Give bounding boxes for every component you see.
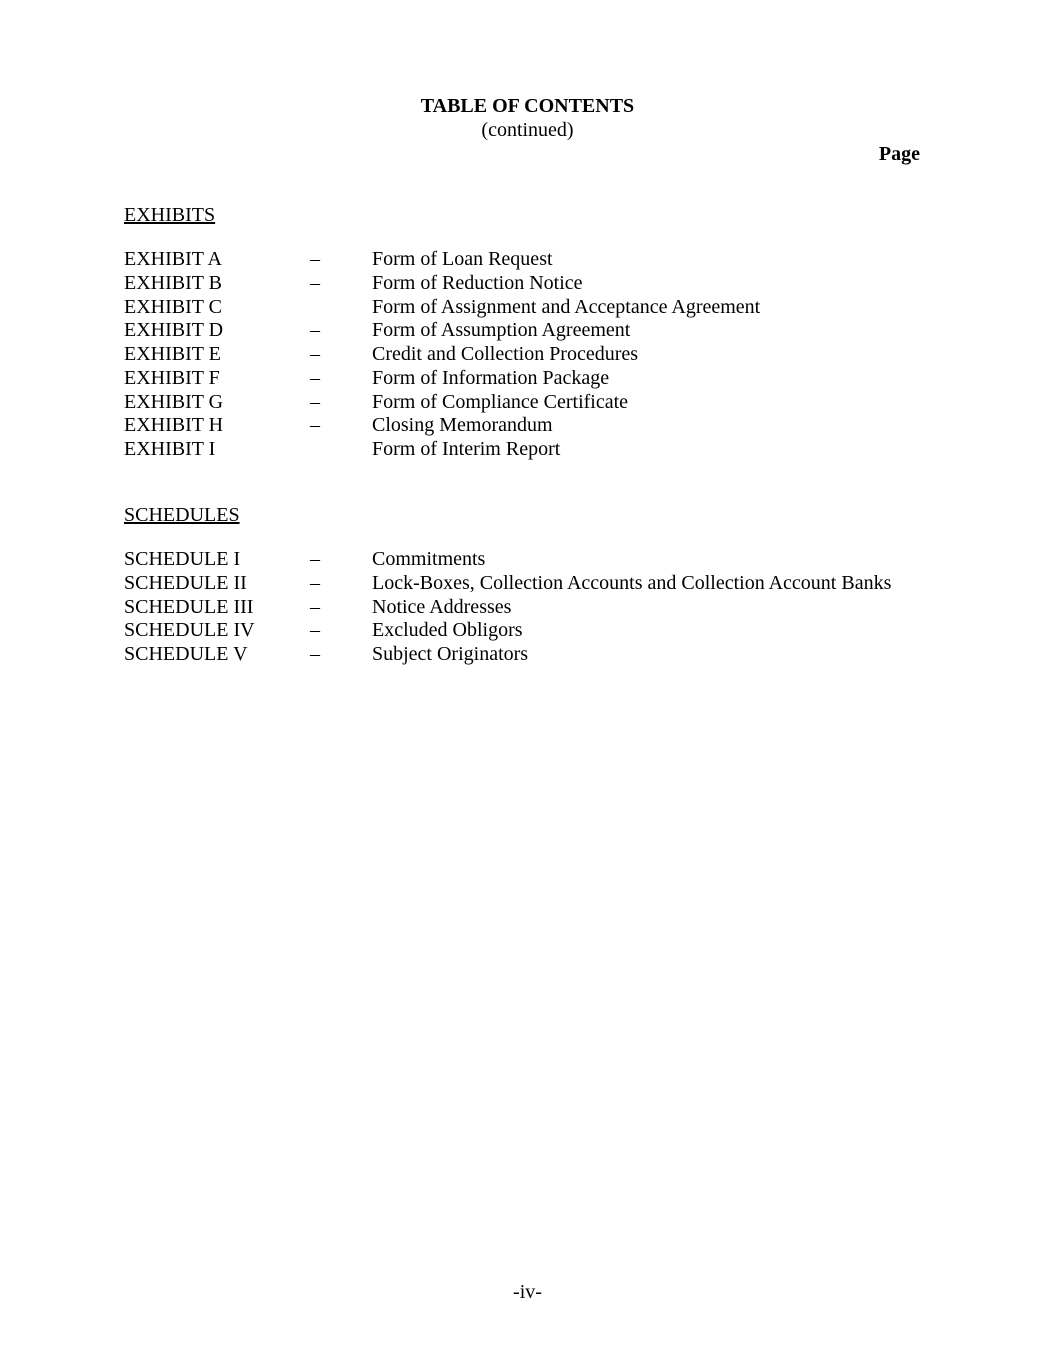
exhibit-label: EXHIBIT A	[124, 248, 222, 270]
schedule-label: SCHEDULE III	[124, 595, 254, 618]
toc-subtitle: (continued)	[481, 119, 574, 141]
exhibit-description: Form of Interim Report	[372, 438, 561, 460]
entry-dash: –	[310, 643, 320, 665]
exhibit-label: EXHIBIT D	[124, 319, 224, 342]
schedule-label: SCHEDULE V	[124, 643, 248, 665]
exhibit-description: Closing Memorandum	[372, 414, 553, 437]
exhibit-description: Credit and Collection Procedures	[372, 343, 639, 365]
schedule-label: SCHEDULE I	[124, 548, 241, 570]
schedule-description: Notice Addresses	[372, 595, 512, 618]
toc-title: TABLE OF CONTENTS	[420, 95, 635, 117]
exhibits-heading: EXHIBITS	[124, 204, 216, 226]
exhibit-label: EXHIBIT F	[124, 366, 220, 389]
schedule-description: Subject Originators	[372, 643, 529, 665]
schedules-heading: SCHEDULES	[124, 504, 240, 526]
schedule-label: SCHEDULE II	[124, 571, 247, 594]
entry-dash: –	[310, 271, 320, 294]
exhibit-label: EXHIBIT H	[124, 414, 224, 437]
schedule-description: Excluded Obligors	[372, 619, 523, 642]
page-column-label: Page	[878, 143, 920, 165]
entry-dash: –	[310, 366, 320, 389]
exhibit-description: Form of Reduction Notice	[372, 271, 583, 294]
exhibit-description: Form of Assumption Agreement	[372, 319, 631, 342]
entry-dash: –	[310, 619, 320, 642]
entry-dash: –	[310, 571, 320, 594]
exhibit-label: EXHIBIT E	[124, 343, 221, 365]
schedule-description: Commitments	[372, 548, 486, 570]
entry-dash: –	[310, 548, 320, 570]
entry-dash: –	[310, 390, 320, 413]
schedule-description: Lock-Boxes, Collection Accounts and Collection Account Banks	[372, 571, 892, 594]
exhibit-label: EXHIBIT I	[124, 438, 216, 460]
exhibit-label: EXHIBIT B	[124, 271, 222, 294]
page-number: -iv-	[513, 1281, 542, 1303]
entry-dash: –	[310, 414, 320, 437]
schedule-label: SCHEDULE IV	[124, 619, 255, 642]
exhibit-description: Form of Information Package	[372, 366, 610, 389]
entry-dash: –	[310, 595, 320, 618]
entry-dash: –	[310, 343, 320, 365]
entry-dash: –	[310, 319, 320, 342]
exhibit-label: EXHIBIT G	[124, 390, 224, 413]
exhibit-description: Form of Loan Request	[372, 248, 553, 270]
entry-dash: –	[310, 248, 320, 270]
exhibit-label: EXHIBIT C	[124, 295, 222, 318]
exhibit-description: Form of Assignment and Acceptance Agreement	[372, 295, 761, 318]
exhibit-description: Form of Compliance Certificate	[372, 390, 629, 413]
